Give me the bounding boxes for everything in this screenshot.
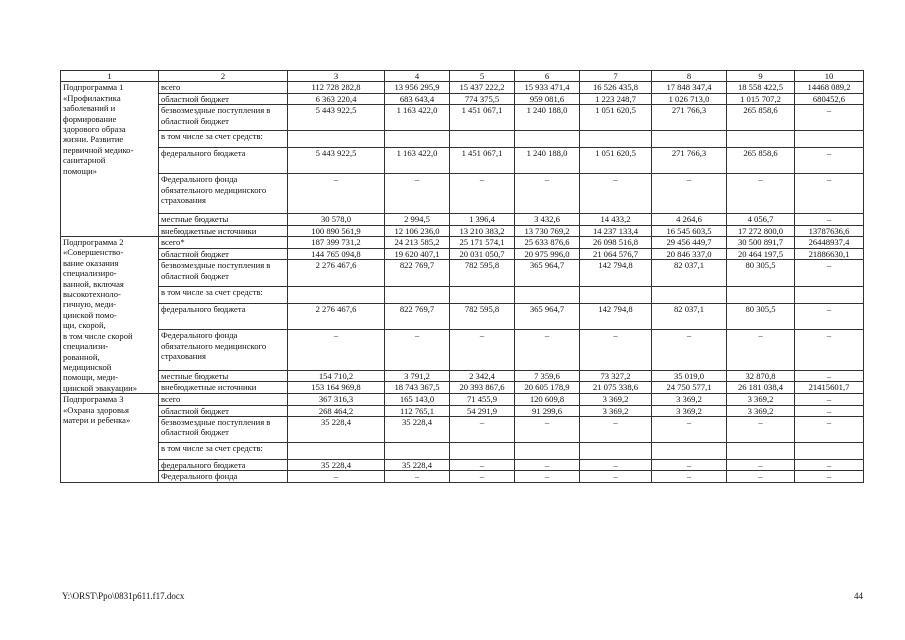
value-cell: – [795, 260, 864, 286]
table-row [61, 303, 864, 329]
value-cell: – [385, 330, 450, 371]
value-cell: 21 064 576,7 [580, 248, 652, 260]
funding-source-label: безвозмездные поступления в областной бюджет [159, 260, 288, 286]
value-cell: 18 558 422,5 [727, 82, 795, 93]
value-cell: 35 228,4 [385, 459, 450, 470]
header-cell: 10 [795, 71, 864, 82]
footer-file-path: Y:\ORST\Ppo\0831p611.f17.docx [62, 591, 185, 601]
funding-source-label: Федерального фонда [159, 471, 288, 483]
value-cell: – [795, 174, 864, 214]
value-cell: – [288, 330, 385, 371]
subprogram-title: Подпрограмма 2 «Совершенство- вание оказания специализиро- ванной, включая высокотехноло- гичную, меди- цинской помо- щи, скорой, в том числе скорой специализи- рованной, медицинской помощи, меди- цинской эвакуации» [61, 237, 159, 394]
value-cell: 7 359,6 [515, 370, 580, 382]
value-cell [580, 442, 652, 459]
value-cell [515, 286, 580, 303]
value-cell: 271 766,3 [652, 105, 727, 131]
value-cell: 100 890 561,9 [288, 225, 385, 236]
value-cell: – [580, 459, 652, 470]
value-cell [652, 131, 727, 148]
value-cell: 54 291,9 [450, 405, 515, 416]
value-cell: – [288, 174, 385, 214]
table-row [61, 82, 864, 93]
value-cell: 1 451 067,1 [450, 148, 515, 174]
table-row [61, 148, 864, 174]
value-cell: 3 369,2 [652, 394, 727, 405]
table-row [61, 93, 864, 104]
value-cell: – [580, 416, 652, 442]
header-cell: 8 [652, 71, 727, 82]
value-cell: 13787636,6 [795, 225, 864, 236]
value-cell: 15 933 471,4 [515, 82, 580, 93]
value-cell [727, 442, 795, 459]
value-cell: – [580, 174, 652, 214]
value-cell: 21886630,1 [795, 248, 864, 260]
value-cell: – [795, 214, 864, 225]
value-cell: 35 228,4 [385, 416, 450, 442]
value-cell: – [795, 330, 864, 371]
table-row [61, 214, 864, 225]
value-cell: 29 456 449,7 [652, 237, 727, 249]
value-cell: 35 228,4 [288, 459, 385, 470]
value-cell: 3 432,6 [515, 214, 580, 225]
value-cell: 80 305,5 [727, 260, 795, 286]
value-cell [385, 286, 450, 303]
value-cell [288, 442, 385, 459]
value-cell [385, 442, 450, 459]
value-cell: 21415601,7 [795, 382, 864, 394]
value-cell: – [652, 459, 727, 470]
funding-source-label: в том числе за счет средств: [159, 286, 288, 303]
table-row [61, 370, 864, 382]
value-cell: 1 051 620,5 [580, 148, 652, 174]
header-cell: 3 [288, 71, 385, 82]
value-cell: 367 316,3 [288, 394, 385, 405]
funding-source-label: всего [159, 82, 288, 93]
funding-source-label: местные бюджеты [159, 214, 288, 225]
value-cell: – [385, 174, 450, 214]
value-cell [580, 131, 652, 148]
funding-source-label: Федерального фонда обязательного медицинского страхования [159, 330, 288, 371]
value-cell: 3 791,2 [385, 370, 450, 382]
page-number: 44 [854, 591, 863, 601]
value-cell [652, 286, 727, 303]
value-cell: 680452,6 [795, 93, 864, 104]
value-cell: – [727, 416, 795, 442]
budget-table [60, 70, 864, 483]
funding-source-label: федерального бюджета [159, 303, 288, 329]
value-cell: 3 369,2 [580, 394, 652, 405]
value-cell [795, 286, 864, 303]
value-cell: 1 396,4 [450, 214, 515, 225]
value-cell: 82 037,1 [652, 303, 727, 329]
value-cell [288, 286, 385, 303]
table-row [61, 416, 864, 442]
value-cell: 3 369,2 [580, 405, 652, 416]
value-cell: 120 609,8 [515, 394, 580, 405]
value-cell: 20 605 178,9 [515, 382, 580, 394]
header-cell: 9 [727, 71, 795, 82]
value-cell: 3 369,2 [727, 394, 795, 405]
table-row [61, 330, 864, 371]
value-cell [288, 131, 385, 148]
value-cell: 30 500 891,7 [727, 237, 795, 249]
value-cell: 25 171 574,1 [450, 237, 515, 249]
value-cell: 2 276 467,6 [288, 260, 385, 286]
value-cell: 12 106 236,0 [385, 225, 450, 236]
header-cell: 1 [61, 71, 159, 82]
value-cell [727, 131, 795, 148]
value-cell: 5 443 922,5 [288, 105, 385, 131]
value-cell: – [450, 459, 515, 470]
funding-source-label: внебюджетные источники [159, 382, 288, 394]
table-row [61, 286, 864, 303]
value-cell: – [580, 330, 652, 371]
value-cell: 365 964,7 [515, 260, 580, 286]
value-cell: 1 223 248,7 [580, 93, 652, 104]
table-row [61, 471, 864, 483]
value-cell: – [288, 471, 385, 483]
table-row [61, 237, 864, 249]
value-cell: 268 464,2 [288, 405, 385, 416]
value-cell: – [795, 303, 864, 329]
value-cell: – [652, 330, 727, 371]
value-cell: 80 305,5 [727, 303, 795, 329]
value-cell: 82 037,1 [652, 260, 727, 286]
value-cell: 142 794,8 [580, 260, 652, 286]
funding-source-label: безвозмездные поступления в областной бюджет [159, 416, 288, 442]
value-cell: 13 956 295,9 [385, 82, 450, 93]
value-cell: 24 213 585,2 [385, 237, 450, 249]
value-cell: 1 026 713,0 [652, 93, 727, 104]
value-cell: – [515, 459, 580, 470]
value-cell: 4 056,7 [727, 214, 795, 225]
value-cell: 2 994,5 [385, 214, 450, 225]
header-row [61, 71, 864, 82]
value-cell: 20 393 867,6 [450, 382, 515, 394]
value-cell: 271 766,3 [652, 148, 727, 174]
value-cell: 822 769,7 [385, 260, 450, 286]
value-cell: 18 743 367,5 [385, 382, 450, 394]
value-cell: – [385, 471, 450, 483]
value-cell: 3 369,2 [652, 405, 727, 416]
funding-source-label: всего [159, 394, 288, 405]
table-row [61, 459, 864, 470]
value-cell: 153 164 969,8 [288, 382, 385, 394]
value-cell: 20 464 197,5 [727, 248, 795, 260]
funding-source-label: федерального бюджета [159, 459, 288, 470]
value-cell: 1 163 422,0 [385, 148, 450, 174]
value-cell: 21 075 338,6 [580, 382, 652, 394]
subprogram-title: Подпрограмма 3 «Охрана здоровья матери и ребенка» [61, 394, 159, 483]
value-cell: 16 545 603,5 [652, 225, 727, 236]
value-cell: 683 643,4 [385, 93, 450, 104]
value-cell: – [515, 174, 580, 214]
funding-source-label: в том числе за счет средств: [159, 442, 288, 459]
value-cell: – [795, 394, 864, 405]
value-cell: – [795, 471, 864, 483]
table-row [61, 442, 864, 459]
value-cell [385, 131, 450, 148]
funding-source-label: внебюджетные источники [159, 225, 288, 236]
value-cell: 144 765 094,8 [288, 248, 385, 260]
value-cell [515, 131, 580, 148]
value-cell: – [795, 148, 864, 174]
value-cell: 35 019,0 [652, 370, 727, 382]
value-cell: 16 526 435,8 [580, 82, 652, 93]
value-cell: – [727, 330, 795, 371]
value-cell: – [727, 459, 795, 470]
value-cell [450, 286, 515, 303]
value-cell: – [727, 471, 795, 483]
value-cell: 30 578,0 [288, 214, 385, 225]
header-cell: 7 [580, 71, 652, 82]
table-row [61, 225, 864, 236]
value-cell: – [727, 174, 795, 214]
value-cell: 3 369,2 [727, 405, 795, 416]
value-cell: – [652, 416, 727, 442]
value-cell: – [652, 471, 727, 483]
value-cell: 1 051 620,5 [580, 105, 652, 131]
value-cell [515, 442, 580, 459]
table-row [61, 394, 864, 405]
value-cell: 24 750 577,1 [652, 382, 727, 394]
header-cell: 2 [159, 71, 288, 82]
header-cell: 5 [450, 71, 515, 82]
value-cell [580, 286, 652, 303]
value-cell: 142 794,8 [580, 303, 652, 329]
funding-source-label: областной бюджет [159, 405, 288, 416]
value-cell: 73 327,2 [580, 370, 652, 382]
value-cell: 26 181 038,4 [727, 382, 795, 394]
value-cell: 2 276 467,6 [288, 303, 385, 329]
value-cell: 13 730 769,2 [515, 225, 580, 236]
value-cell: – [515, 471, 580, 483]
table-row [61, 260, 864, 286]
value-cell: 25 633 876,6 [515, 237, 580, 249]
funding-source-label: федерального бюджета [159, 148, 288, 174]
value-cell: 774 375,5 [450, 93, 515, 104]
value-cell: 187 399 731,2 [288, 237, 385, 249]
value-cell: – [450, 174, 515, 214]
value-cell: – [450, 416, 515, 442]
value-cell: 26448937,4 [795, 237, 864, 249]
value-cell: – [795, 416, 864, 442]
value-cell: 20 031 050,7 [450, 248, 515, 260]
header-cell: 6 [515, 71, 580, 82]
value-cell [652, 442, 727, 459]
value-cell [727, 286, 795, 303]
value-cell: – [795, 370, 864, 382]
value-cell: 32 870,8 [727, 370, 795, 382]
value-cell: 1 163 422,0 [385, 105, 450, 131]
value-cell: 20 846 337,0 [652, 248, 727, 260]
funding-source-label: Федерального фонда обязательного медицинского страхования [159, 174, 288, 214]
table-row [61, 248, 864, 260]
subprogram-title: Подпрограмма 1 «Профилактика заболеваний и формирование здорового образа жизни. Развитие первичной медико- санитарной помощи» [61, 82, 159, 237]
value-cell: 265 858,6 [727, 105, 795, 131]
table-row [61, 131, 864, 148]
value-cell: 112 728 282,8 [288, 82, 385, 93]
value-cell: 20 975 996,0 [515, 248, 580, 260]
value-cell: 782 595,8 [450, 303, 515, 329]
value-cell: 13 210 383,2 [450, 225, 515, 236]
value-cell: 17 272 800,0 [727, 225, 795, 236]
value-cell: 4 264,6 [652, 214, 727, 225]
funding-source-label: безвозмездные поступления в областной бюджет [159, 105, 288, 131]
value-cell [795, 131, 864, 148]
value-cell: 265 858,6 [727, 148, 795, 174]
value-cell: 14 433,2 [580, 214, 652, 225]
table-row [61, 174, 864, 214]
value-cell: 14468 089,2 [795, 82, 864, 93]
value-cell: 14 237 133,4 [580, 225, 652, 236]
value-cell: 5 443 922,5 [288, 148, 385, 174]
value-cell [450, 131, 515, 148]
value-cell: 1 451 067,1 [450, 105, 515, 131]
value-cell: 1 015 707,2 [727, 93, 795, 104]
funding-source-label: в том числе за счет средств: [159, 131, 288, 148]
value-cell: 26 098 516,8 [580, 237, 652, 249]
funding-source-label: всего* [159, 237, 288, 249]
value-cell: 1 240 188,0 [515, 105, 580, 131]
value-cell: 35 228,4 [288, 416, 385, 442]
value-cell: 71 455,9 [450, 394, 515, 405]
value-cell: 2 342,4 [450, 370, 515, 382]
funding-source-label: областной бюджет [159, 248, 288, 260]
value-cell: 112 765,1 [385, 405, 450, 416]
value-cell: 91 299,6 [515, 405, 580, 416]
value-cell [795, 442, 864, 459]
value-cell: – [795, 459, 864, 470]
value-cell: 154 710,2 [288, 370, 385, 382]
value-cell: 959 081,6 [515, 93, 580, 104]
value-cell: 6 363 220,4 [288, 93, 385, 104]
value-cell: – [795, 405, 864, 416]
value-cell: – [450, 330, 515, 371]
table-row [61, 382, 864, 394]
funding-source-label: местные бюджеты [159, 370, 288, 382]
value-cell: – [515, 330, 580, 371]
value-cell: 782 595,8 [450, 260, 515, 286]
value-cell: 822 769,7 [385, 303, 450, 329]
table-row [61, 405, 864, 416]
value-cell: 15 437 222,2 [450, 82, 515, 93]
value-cell: 19 620 407,1 [385, 248, 450, 260]
value-cell [450, 442, 515, 459]
value-cell: – [652, 174, 727, 214]
value-cell: – [515, 416, 580, 442]
value-cell: 165 143,0 [385, 394, 450, 405]
value-cell: 365 964,7 [515, 303, 580, 329]
table-row [61, 105, 864, 131]
value-cell: – [450, 471, 515, 483]
value-cell: 1 240 188,0 [515, 148, 580, 174]
value-cell: – [795, 105, 864, 131]
value-cell: – [580, 471, 652, 483]
header-cell: 4 [385, 71, 450, 82]
funding-source-label: областной бюджет [159, 93, 288, 104]
value-cell: 17 848 347,4 [652, 82, 727, 93]
